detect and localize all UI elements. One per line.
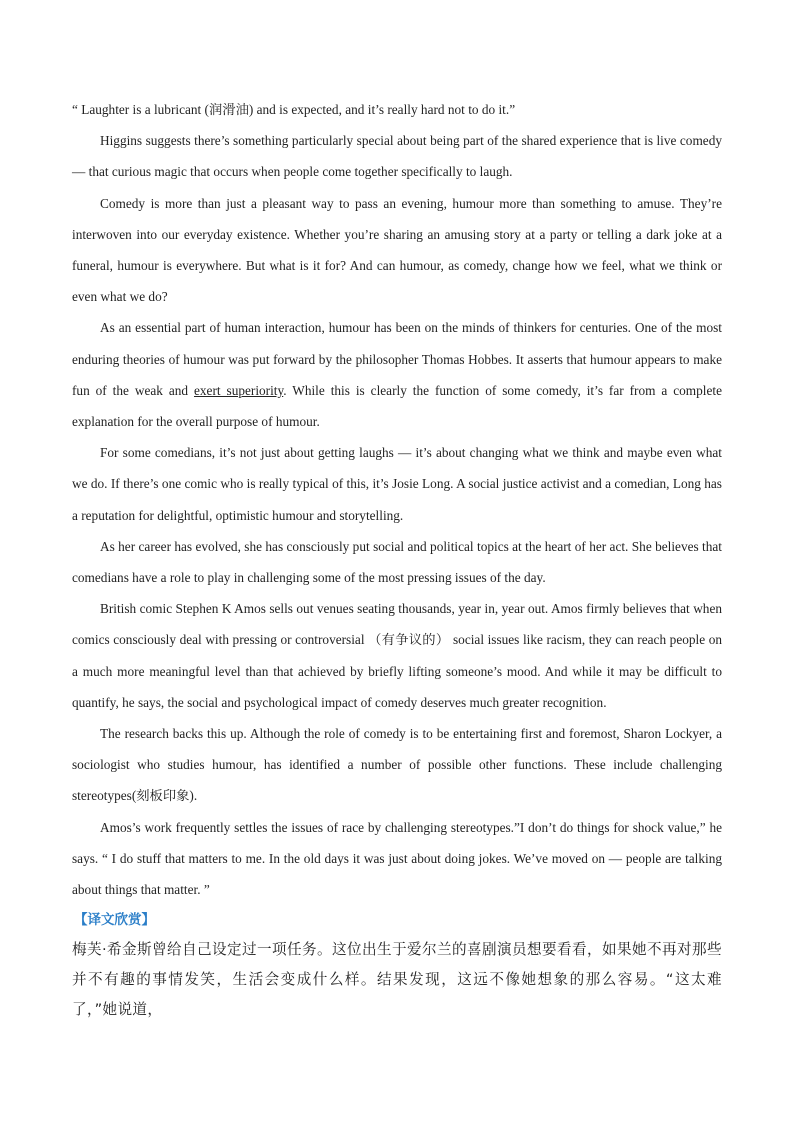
underlined-phrase: exert superiority: [194, 382, 284, 398]
paragraph-0: “ Laughter is a lubricant (润滑油) and is expected, and it’s really hard not to do it.”: [72, 102, 516, 117]
paragraph-6: British comic Stephen K Amos sells out venues seating thousands, year in, year out. Amos firmly believes that when comics consciously deal with pressing or controversial （有争议的） social issues like racism, they can reach people on a much more meaningful level than that achieved by briefly lifting someone’s mood. And while it may be difficult to quantify, he says, the social and psychological impact of comedy deserves much greater recognition.: [72, 601, 722, 710]
paragraph-7: The research backs this up. Although the role of comedy is to be entertaining first and foremost, Sharon Lockyer, a sociologist who studies humour, has identified a number of possible other functions. These include challenging stereotypes(刻板印象).: [72, 726, 722, 804]
paragraph-3-before: As an essential part of human interaction, humour has been on the minds of thinkers for centuries. One of the most enduring theories of humour was put forward by the philosopher Thomas Hobbes. It asserts that humour appears to make fun of the weak and: [72, 320, 722, 398]
paragraph-3-after: . While this is clearly the function of some comedy, it’s far from a complete explanation for the overall purpose of humour.: [72, 382, 722, 430]
paragraph-1: Higgins suggests there’s something particularly special about being part of the shared experience that is live comedy — that curious magic that occurs when people come together specifically to laugh.: [72, 133, 722, 180]
paragraph-3: [72, 312, 722, 437]
translation-paragraph: 梅芙·希金斯曾给自己设定过一项任务。这位出生于爱尔兰的喜剧演员想要看看，如果她不再对那些并不有趣的事情发笑，生活会变成什么样。结果发现，这远不像她想象的那么容易。“这太难了，”她说道，: [72, 941, 722, 1019]
paragraph-2: Comedy is more than just a pleasant way to pass an evening, humour more than something to amuse. They’re interwoven into our everyday existence. Whether you’re sharing an amusing story at a party or telling a dark joke at a funeral, humour is everywhere. But what is it for? And can humour, as comedy, change how we feel, what we think or even what we do?: [72, 195, 722, 305]
paragraph-5: As her career has evolved, she has consciously put social and political topics at the heart of her act. She believes that comedians have a role to play in challenging some of the most pressing issues of the day.: [72, 538, 722, 586]
paragraph-8: Amos’s work frequently settles the issues of race by challenging stereotypes.”I don’t do things for shock value,” he says. “ I do stuff that matters to me. In the old days it was just about doing jokes. We’ve moved on — people are talking about things that matter. ”: [72, 819, 722, 898]
paragraph-4: For some comedians, it’s not just about getting laughs — it’s about changing what we think and maybe even what we do. If there’s one comic who is really typical of this, it’s Josie Long. A social justice activist and a comedian, Long has a reputation for delightful, optimistic humour and storytelling.: [72, 445, 722, 523]
document-body: [72, 94, 722, 1025]
section-heading: 【译文欣赏】: [74, 912, 155, 929]
